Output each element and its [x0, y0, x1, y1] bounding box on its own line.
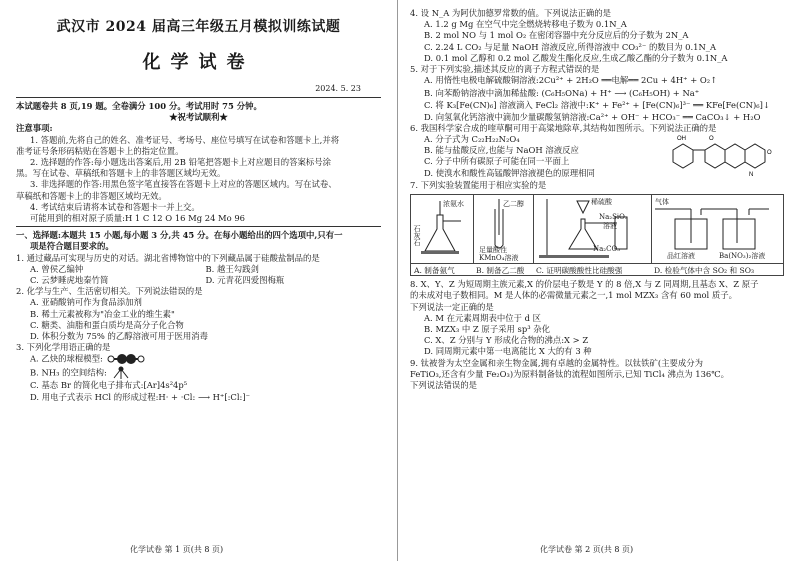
apparatus-a: 浓氨水 石灰石: [411, 195, 474, 275]
exam-info: 本试题卷共 8 页,19 题。全卷满分 100 分。考试用时 75 分钟。: [16, 101, 262, 111]
option-c: C. 糖类、油脂和蛋白质均是高分子化合物: [30, 319, 184, 330]
option-c: C. X、Z 分别与 Y 形成化合物的沸点:X > Z: [424, 335, 589, 346]
caption-d: D. 检验气体中含 SO₂ 和 SO₃: [654, 266, 754, 276]
notice-line: 1. 答题前,先将自己的姓名、准考证号、考场号、座位号填写在试卷和答题卡上,并将: [30, 134, 340, 145]
svg-text:O: O: [767, 150, 772, 157]
option-b: B. 越王勾践剑: [205, 263, 259, 274]
notice-line: 准考证号条形码粘贴在答题卡上的指定位置。: [16, 145, 184, 156]
option-d: D. 0.1 mol 乙醇和 0.2 mol 乙酸发生酯化反应,生成乙酸乙酯的分子数为 0.1N_A: [424, 52, 728, 63]
section-1-heading-cont: 项是符合题目要求的。: [30, 241, 114, 252]
caption-c: C. 证明碳酸酸性比硅酸强: [536, 266, 623, 276]
option-d: D. 使溴水和酸性高锰酸钾溶液褪色的原理相同: [424, 167, 595, 178]
option-b: B. 能与盐酸反应,也能与 NaOH 溶液反应: [424, 145, 579, 156]
option-a: A. 曾侯乙编钟: [30, 263, 84, 274]
notice-line: 3. 非选择题的作答:用黑色签字笔直接答在答题卡上对应的答题区域内。写在试卷、: [30, 179, 337, 190]
notice-title: 注意事项:: [16, 123, 53, 134]
option-d: D. 元青花四爱图梅瓶: [205, 275, 285, 286]
wish-line: ★祝考试顺利★: [169, 112, 228, 123]
question-6-stem: 6. 我国科学家合成的喹草酮可用于高粱地除草,其结构如图所示。下列说法正确的是: [410, 122, 717, 133]
page-footer: 化学试卷 第 1 页(共 8 页): [130, 545, 224, 554]
option-b: B. 向苯酚钠溶液中滴加稀盐酸: (C₆H₅ONa) + H⁺ ⟶ (C₆H₅OH) + Na⁺: [424, 88, 700, 99]
question-1-stem: 1. 通过藏品可实现与历史的对话。湖北省博物馆中的下列藏品属于硅酸盐制品的是: [16, 252, 320, 263]
option-c: C. 分子中所有碳原子可能在同一平面上: [424, 156, 570, 167]
question-7-stem: 7. 下列实验装置能用于相应实验的是: [410, 180, 547, 191]
svg-text:O: O: [709, 136, 714, 143]
notice-line: 4. 考试结束后请将本试卷和答题卡一并上交。: [30, 201, 200, 212]
question-2-stem: 2. 化学与生产、生活密切相关。下列说法错误的是: [16, 286, 203, 297]
option-b: B. 稀土元素被称为"冶金工业的维生素": [30, 308, 175, 319]
question-8-stem: 的未成对电子数相同。M 是人体的必需微量元素之一,1 mol MZX₃ 含有 60 mol 质子。: [410, 290, 738, 301]
apparatus-b: 乙二醇 足量酸性 KMnO₄溶液: [473, 195, 534, 275]
question-8-stem: 8. X、Y、Z 为短周期主族元素,X 的价层电子数是 Y 的 8 倍,X 与 Z 同周期,且基态 X、Z 原子: [410, 279, 759, 290]
divider-line: [16, 97, 381, 98]
exam-date: 2024. 5. 23: [315, 84, 361, 93]
subject-heading: 化学试卷: [142, 52, 255, 73]
option-d: D. 向氢氧化钙溶液中滴加少量碳酸氢钠溶液:Ca²⁺ + OH⁻ + HCO₃⁻ ══ CaCO₃↓ + H₂O: [424, 111, 761, 122]
svg-text:OH: OH: [677, 136, 686, 143]
exam-title: 武汉市 2024 届高三年级五月模拟训练试题: [56, 19, 341, 35]
option-b: B. 2 mol NO 与 1 mol O₂ 在密闭容器中充分反应后的分子数为 2N_A: [424, 30, 689, 41]
section-1-heading: 一、选择题:本题共 15 小题,每小题 3 分,共 45 分。在每小题给出的四个选项中,只有一: [16, 230, 343, 241]
divider-line: [16, 226, 381, 227]
question-3-stem: 3. 下列化学用语正确的是: [16, 342, 111, 353]
option-b: B. MZX₃ 中 Z 原子采用 sp³ 杂化: [424, 324, 550, 335]
notice-line: 黑。写在试卷、草稿纸和答题卡上的非答题区域均无效。: [16, 168, 226, 179]
option-a: A. 1.2 g Mg 在空气中完全燃烧转移电子数为 0.1N_A: [424, 19, 627, 30]
option-c: C. 云梦睡虎地秦竹简: [30, 275, 109, 286]
question-1-options: [16, 264, 381, 275]
apparatus-d: 气体 品红溶液 Ba(NO₃)₂溶液: [651, 195, 783, 275]
question-8-stem: 下列说法一定正确的是: [410, 301, 494, 312]
option-d: D. 体积分数为 75% 的乙醇溶液可用于医用消毒: [30, 331, 209, 342]
option-a: A. 乙炔的球棍模型:: [16, 353, 381, 366]
nh3-geometry-icon: [110, 366, 132, 380]
option-d: D. 用电子式表示 HCl 的形成过程:H· + ·Cl: ⟶ H⁺[:Cl:]⁻: [30, 391, 251, 402]
question-9-stem: 下列说法错误的是: [410, 380, 477, 391]
option-c: C. 将 K₃[Fe(CN)₆] 溶液滴入 FeCl₂ 溶液中:K⁺ + Fe²⁺ + [Fe(CN)₆]³⁻ ══ KFe[Fe(CN)₆]↓: [424, 100, 770, 111]
question-9-stem: FeTiO₃,还含有少量 Fe₂O₃)为原料制备钛的流程如图所示,已知 TiCl₄ 沸点为 136℃。: [410, 368, 729, 379]
option-a: A. M 在元素周期表中位于 d 区: [424, 312, 542, 323]
page-2: [400, 0, 794, 561]
notice-line: 2. 选择题的作答:每小题选出答案后,用 2B 铅笔把答题卡上对应题目的答案标号涂: [30, 157, 331, 168]
apparatus-captions: [411, 263, 783, 275]
option-b: B. NH₃ 的空间结构:: [16, 366, 381, 380]
caption-b: B. 制备乙二酸: [476, 266, 525, 276]
question-4-stem: 4. 设 N_A 为阿伏加德罗常数的值。下列说法正确的是: [410, 8, 612, 18]
option-c: C. 基态 Br 的简化电子排布式:[Ar]4s²4p⁵: [30, 380, 188, 391]
option-a: A. 亚硝酸钠可作为食品添加剂: [30, 297, 142, 308]
question-5-stem: 5. 对于下列实验,描述其反应的离子方程式错误的是: [410, 64, 600, 75]
atomic-masses: 可能用到的相对原子质量:H 1 C 12 O 16 Mg 24 Mo 96: [30, 213, 245, 224]
page-footer: 化学试卷 第 2 页(共 8 页): [540, 545, 634, 554]
notice-line: 草稿纸和答题卡上的非答题区域均无效。: [16, 190, 167, 201]
apparatus-c: 稀硫酸 Na₂SiO₃ 溶液 Na₂CO₃: [533, 195, 652, 275]
svg-text:N: N: [749, 172, 754, 179]
question-1-options: [16, 275, 381, 286]
ball-and-stick-model-icon: [106, 353, 146, 365]
option-d: D. 同周期元素中第一电离能比 X 大的有 3 种: [424, 346, 592, 357]
caption-a: A. 制备氨气: [414, 266, 455, 276]
option-c: C. 2.24 L CO₂ 与足量 NaOH 溶液反应,所得溶液中 CO₃²⁻ 的数目为 0.1N_A: [424, 41, 717, 52]
question-9-stem: 9. 钛被誉为太空金属和亲生物金属,拥有卓越的金属特性。以钛铁矿(主要成分为: [410, 357, 703, 368]
option-a: A. 分子式为 C₂₂H₂₂N₂O₄: [424, 134, 520, 145]
option-a: A. 用惰性电极电解硫酸铜溶液:2Cu²⁺ + 2H₂O ══电解══ 2Cu + 4H⁺ + O₂↑: [424, 75, 718, 86]
quinclorac-structure-icon: [665, 130, 780, 178]
question-6-block: [410, 134, 784, 180]
apparatus-figure: [410, 194, 784, 276]
page-divider: [397, 0, 398, 561]
